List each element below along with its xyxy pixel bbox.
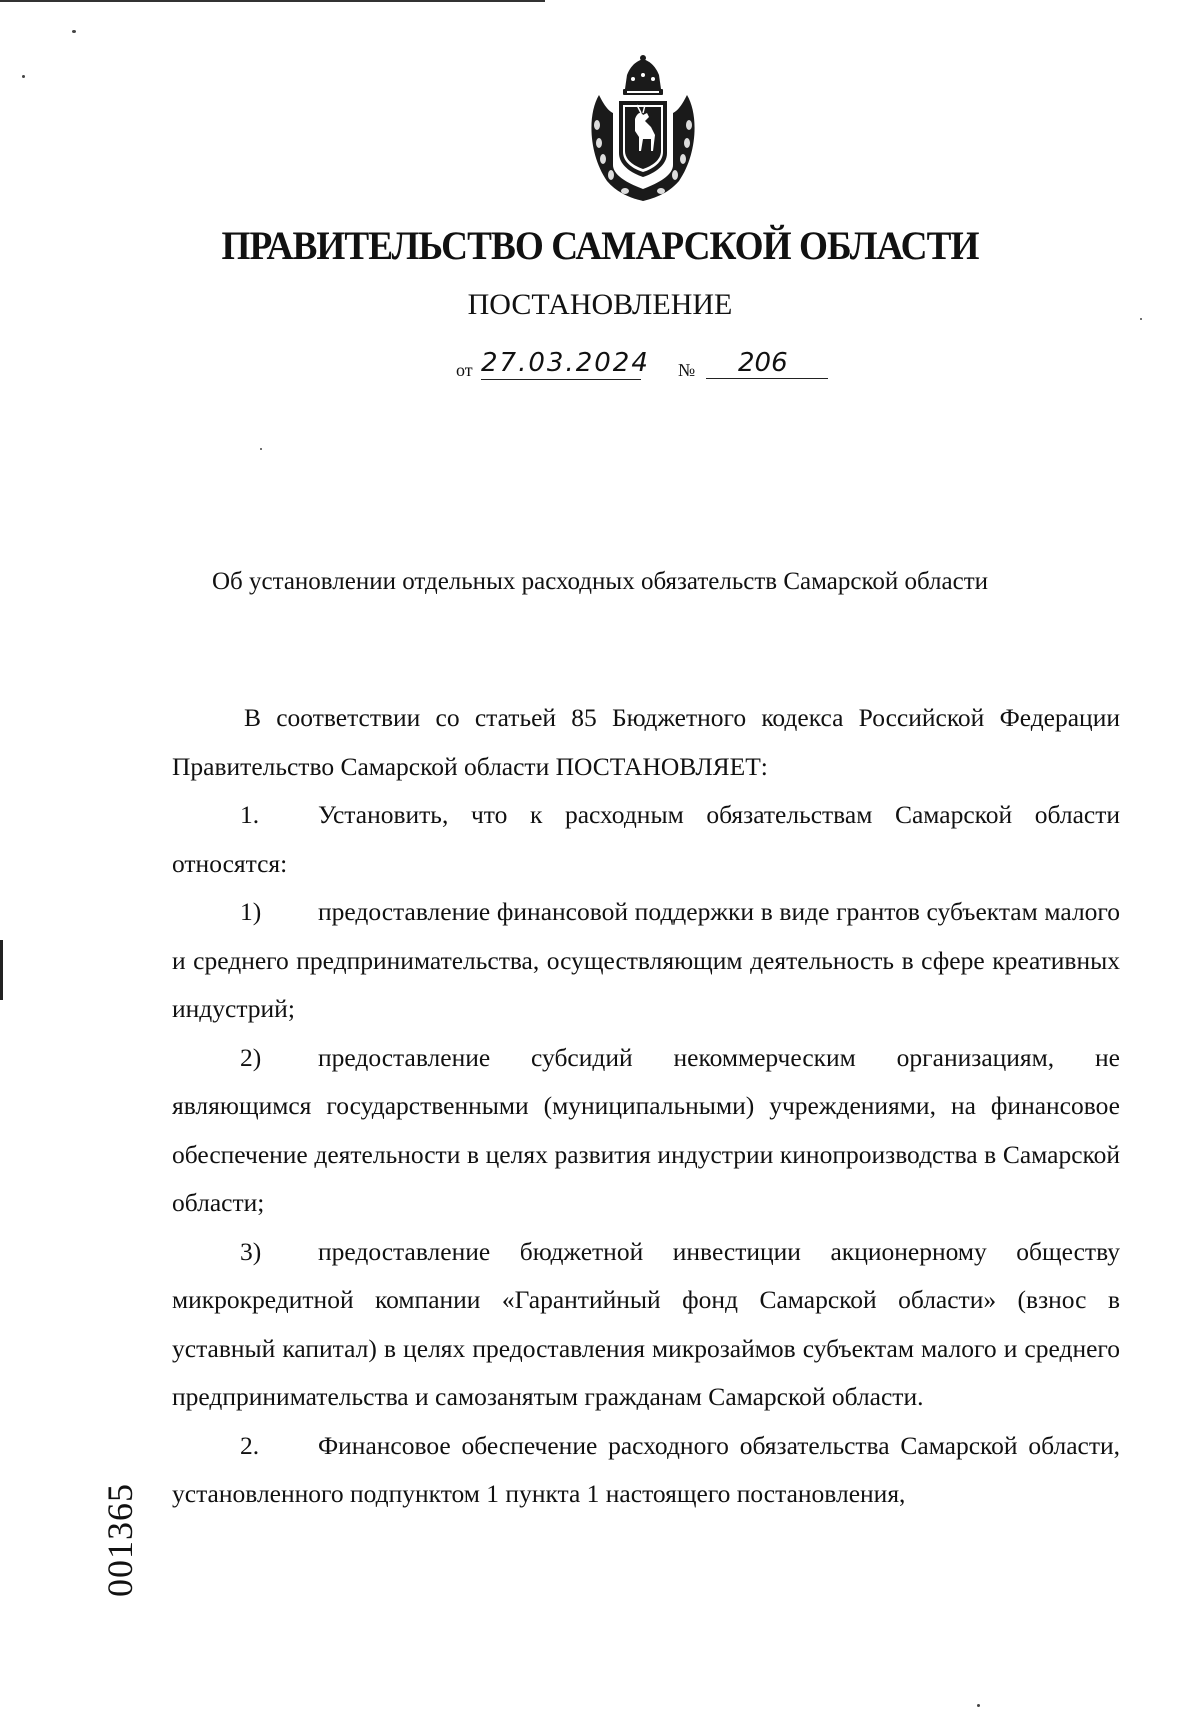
point-1-marker: 1. — [240, 800, 260, 829]
scan-speck — [977, 1704, 980, 1707]
subpoint-1-marker: 1) — [240, 897, 262, 926]
side-registration-number — [95, 1455, 145, 1625]
point-1-text: Установить, что к расходным обязательствам Самарской области относятся: — [172, 800, 1120, 878]
subpoint-3-marker: 3) — [240, 1236, 262, 1266]
subpoint-2 — [172, 1034, 1120, 1228]
intro-paragraph: В соответствии со статьей 85 Бюджетного кодекса Российской Федерации Правительство Самарской области ПОСТАНОВЛЯЕТ: — [172, 703, 1120, 781]
document-date: 27.03.2024 — [481, 348, 650, 378]
subpoint-2-text: предоставление субсидий некоммерческим организациям, не являющимся государственными (муниципальными) учреждениями, на финансовое обеспечение деятельности в целях развития индустрии кинопроизводства в Самарской области; — [172, 1042, 1120, 1217]
document-body — [172, 694, 1120, 1519]
point-2-text: Финансовое обеспечение расходного обязательства Самарской области, установленного подпунктом 1 пункта 1 настоящего постановления, — [172, 1430, 1120, 1508]
subpoint-2-marker: 2) — [240, 1042, 262, 1072]
side-stamp-text: 001365 — [100, 1483, 140, 1597]
scan-speck — [72, 30, 76, 33]
subpoint-1 — [172, 888, 1120, 1034]
subpoint-3-text: предоставление бюджетной инвестиции акционерному обществу микрокредитной компании «Гарантийный фонд Самарской области» (взнос в уставный капитал) в целях предоставления микрозаймов субъектам малого и среднего предпринимательства и самозанятым гражданам Самарской области. — [172, 1236, 1120, 1411]
document-subject: Об установлении отдельных расходных обязательств Самарской области — [211, 568, 989, 595]
document-date-number — [456, 348, 846, 392]
document-number: 206 — [706, 348, 828, 379]
document-type: ПОСТАНОВЛЕНИЕ — [467, 288, 733, 321]
subpoint-3 — [172, 1228, 1120, 1422]
date-label: от — [456, 360, 473, 380]
point-1 — [172, 791, 1120, 888]
government-title: ПРАВИТЕЛЬСТВО САМАРСКОЙ ОБЛАСТИ — [221, 223, 979, 268]
scan-edge-line — [0, 0, 545, 2]
coat-of-arms-emblem — [585, 55, 701, 201]
subpoint-1-text: предоставление финансовой поддержки в виде грантов субъектам малого и среднего предпринимательства, осуществляющим деятельность в сфере креативных индустрий; — [172, 897, 1120, 1023]
scan-speck — [260, 448, 262, 450]
scan-speck — [22, 75, 25, 78]
number-label: № — [678, 360, 696, 380]
point-2 — [172, 1422, 1120, 1519]
point-2-marker: 2. — [240, 1430, 260, 1460]
scan-edge-mark — [0, 940, 3, 1000]
